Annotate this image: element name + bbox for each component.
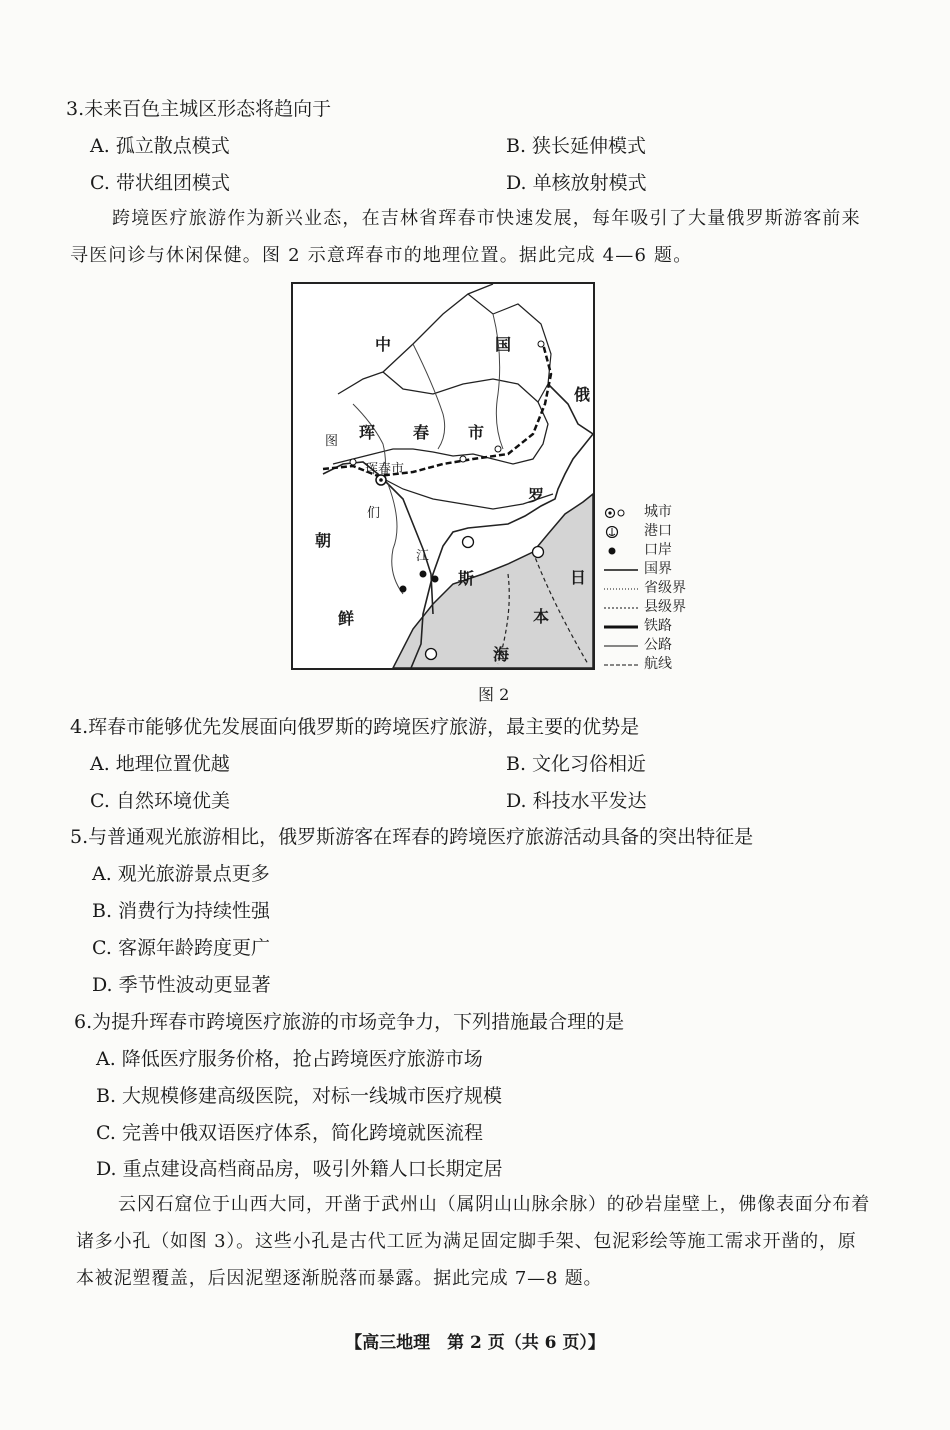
- intro-7-8-line3: 本被泥塑覆盖，后因泥塑逐渐脱落而暴露。据此完成 7—8 题。: [76, 1268, 603, 1289]
- q4-option-c: C. 自然环境优美: [90, 790, 230, 812]
- legend-label: 城市: [644, 504, 672, 520]
- legend-label: 港口: [644, 523, 672, 539]
- legend-row-shipping: [604, 655, 714, 674]
- city-marker: [460, 456, 466, 462]
- legend-label: 口岸: [644, 542, 672, 558]
- county-border-line-icon: [604, 602, 638, 614]
- page-footer: 【高三地理 第 2 页（共 6 页）】: [345, 1333, 605, 1353]
- city-icon: [604, 507, 638, 519]
- shipping-route-line-icon: [604, 659, 638, 671]
- crossing-dot-icon: [604, 545, 638, 557]
- map-label-ben: 本: [533, 607, 550, 626]
- legend-label: 省级界: [644, 580, 686, 596]
- hunchun-city-dot: [379, 478, 383, 482]
- sea-area: [393, 494, 593, 668]
- harbor-marker: [463, 537, 474, 548]
- map-label-hun: 珲: [359, 423, 376, 442]
- hunchun-location-map: [291, 282, 595, 670]
- map-label-jiang: 江: [416, 549, 430, 564]
- q6-option-d: D. 重点建设高档商品房，吸引外籍人口长期定居: [96, 1158, 503, 1180]
- map-label-si: 斯: [458, 569, 475, 588]
- map-label-guo: 国: [495, 335, 512, 354]
- intro-4-6-line1: 跨境医疗旅游作为新兴业态，在吉林省珲春市快速发展，每年吸引了大量俄罗斯游客前来: [112, 208, 861, 229]
- map-label-e: 俄: [574, 385, 591, 404]
- intro-7-8-line1: 云冈石窟位于山西大同，开凿于武州山（属阴山山脉余脉）的砂岩崖壁上，佛像表面分布着: [118, 1194, 870, 1215]
- legend-label: 县级界: [644, 599, 686, 615]
- legend-label: 铁路: [644, 618, 672, 634]
- railway-line-icon: [604, 621, 638, 633]
- province-border-line-icon: [604, 583, 638, 595]
- legend-row-city: [604, 503, 714, 522]
- map-label-shi: 市: [468, 423, 485, 442]
- q6-option-a: A. 降低医疗服务价格，抢占跨境医疗旅游市场: [96, 1048, 483, 1070]
- q3-stem: 3.未来百色主城区形态将趋向于: [66, 98, 332, 120]
- map-label-hunchun-city: 珲春市: [365, 462, 405, 477]
- province-border: [338, 284, 493, 394]
- map-label-men: 们: [367, 506, 381, 521]
- anchor-icon: [604, 526, 638, 538]
- city-marker: [350, 459, 356, 465]
- q4-option-d: D. 科技水平发达: [506, 790, 647, 812]
- map-label-tu: 图: [325, 434, 339, 449]
- legend-label: 航线: [644, 656, 672, 672]
- map-label-hai: 海: [493, 645, 510, 664]
- q4-option-b: B. 文化习俗相近: [506, 753, 647, 775]
- tumen-river: [388, 484, 403, 594]
- map-label-zhong: 中: [375, 335, 392, 354]
- legend-row-national-border: [604, 560, 714, 579]
- map-label-luo: 罗: [528, 486, 545, 505]
- q5-option-c: C. 客源年龄跨度更广: [92, 937, 270, 959]
- legend-row-county-border: [604, 598, 714, 617]
- q6-stem: 6.为提升珲春市跨境医疗旅游的市场竞争力，下列措施最合理的是: [74, 1011, 625, 1033]
- legend-row-crossing: [604, 541, 714, 560]
- intro-7-8-line2: 诸多小孔（如图 3）。这些小孔是古代工匠为满足固定脚手架、包泥彩绘等施工需求开凿的，原: [76, 1231, 857, 1252]
- q5-option-d: D. 季节性波动更显著: [92, 974, 271, 996]
- figure-caption: 图 2: [478, 685, 510, 704]
- national-border-line-icon: [604, 564, 638, 576]
- q5-option-b: B. 消费行为持续性强: [92, 900, 271, 922]
- port-of-entry: [400, 586, 407, 593]
- q3-option-d: D. 单核放射模式: [506, 172, 647, 194]
- legend-label: 公路: [644, 637, 672, 653]
- legend-row-road: [604, 636, 714, 655]
- q6-option-c: C. 完善中俄双语医疗体系，简化跨境就医流程: [96, 1122, 483, 1144]
- road-line-icon: [604, 640, 638, 652]
- q5-stem: 5.与普通观光旅游相比，俄罗斯游客在珲春的跨境医疗旅游活动具备的突出特征是: [70, 826, 754, 848]
- harbor-marker: [533, 547, 544, 558]
- legend-row-province-border: [604, 579, 714, 598]
- harbor-marker: [426, 649, 437, 660]
- railway: [323, 344, 551, 476]
- q6-option-b: B. 大规模修建高级医院，对标一线城市医疗规模: [96, 1085, 503, 1107]
- q3-option-b: B. 狭长延伸模式: [506, 135, 647, 157]
- city-marker: [538, 341, 544, 347]
- q4-stem: 4.珲春市能够优先发展面向俄罗斯的跨境医疗旅游，最主要的优势是: [70, 716, 640, 738]
- q4-option-a: A. 地理位置优越: [90, 753, 230, 775]
- q3-option-c: C. 带状组团模式: [90, 172, 230, 194]
- q3-option-a: A. 孤立散点模式: [90, 135, 230, 157]
- legend-row-railway: [604, 617, 714, 636]
- legend-label: 国界: [644, 561, 672, 577]
- map-label-xian: 鲜: [338, 609, 355, 628]
- legend-row-port: [604, 522, 714, 541]
- map-label-chao: 朝: [315, 531, 332, 550]
- map-label-chun: 春: [413, 423, 430, 442]
- city-marker: [495, 446, 501, 452]
- port-of-entry: [432, 576, 439, 583]
- map-label-ri: 日: [570, 568, 587, 587]
- intro-4-6-line2: 寻医问诊与休闲保健。图 2 示意珲春市的地理位置。据此完成 4—6 题。: [70, 245, 693, 266]
- port-of-entry: [420, 571, 427, 578]
- q5-option-a: A. 观光旅游景点更多: [92, 863, 270, 885]
